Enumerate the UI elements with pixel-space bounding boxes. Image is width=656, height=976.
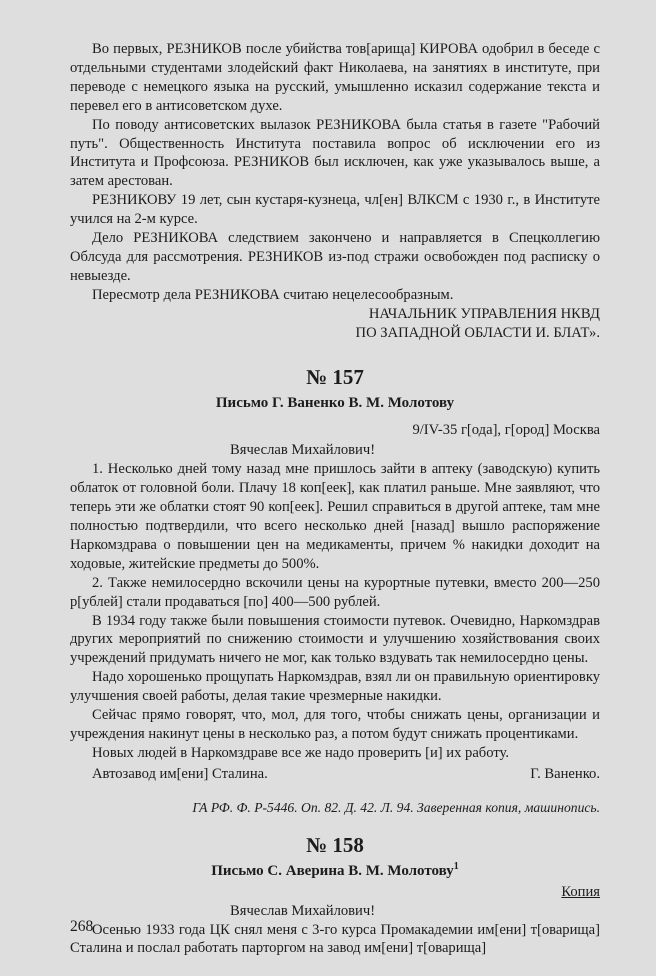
- paragraph: В 1934 году также были повышения стоимости путевок. Очевидно, Наркомздрав других мероприятий по снижению стоимости и улучшению хозяйствования своих учреждений придумать ничего не мог, как только вздувать так немилосердно цены.: [70, 612, 600, 667]
- paragraph: РЕЗНИКОВУ 19 лет, сын кустаря-кузнеца, чл[ен] ВЛКСМ с 1930 г., в Институте учился на 2-м курсе.: [70, 192, 600, 228]
- archival-source: ГА РФ. Ф. Р-5446. Оп. 82. Д. 42. Л. 94. Заверенная копия, машинопись.: [192, 799, 600, 815]
- salutation: Вячеслав Михайлович!: [230, 442, 376, 459]
- document-number: № 157: [306, 364, 364, 389]
- text-column: [70, 40, 600, 958]
- document-title-text: Письмо С. Аверина В. М. Молотову: [211, 862, 454, 879]
- paragraph: Новых людей в Наркомздраве все же надо проверить [и] их работу.: [92, 744, 510, 761]
- copy-label: Копия: [561, 883, 600, 900]
- signature-line: ПО ЗАПАДНОЙ ОБЛАСТИ И. БЛАТ».: [355, 324, 600, 341]
- page-number: 268: [70, 918, 94, 935]
- paragraph: Пересмотр дела РЕЗНИКОВА считаю нецелесообразным.: [92, 286, 454, 303]
- document-title: Письмо Г. Ваненко В. М. Молотову: [215, 394, 455, 411]
- paragraph: Дело РЕЗНИКОВА следствием закончено и направляется в Спецколлегию Облсуда для рассмотрения. РЕЗНИКОВ из-под стражи освобожден под расписку о невыезде.: [70, 230, 600, 284]
- salutation: Вячеслав Михайлович!: [230, 902, 376, 919]
- signature-line: НАЧАЛЬНИК УПРАВЛЕНИЯ НКВД: [368, 305, 600, 322]
- sender-name: Г. Ваненко.: [530, 765, 600, 782]
- paragraph: Сейчас прямо говорят, что, мол, для того, чтобы снижать цены, организации и учреждения накинут цены в несколько раз, а потом будут снижать процентиками.: [70, 707, 600, 742]
- sender-location: Автозавод им[ени] Сталина.: [92, 765, 268, 782]
- paragraph: По поводу антисоветских вылазок РЕЗНИКОВА была статья в газете "Рабочий путь". Общественность Института поставила вопрос об исключении его из Института и Профсоюза. РЕЗНИКОВ был исключен, как уже указывалось выше, а затем арестован.: [70, 116, 600, 190]
- document-number: № 158: [306, 832, 364, 857]
- paragraph: Надо хорошенько прощупать Наркомздрав, взял ли он правильную ориентировку улучшения своей работы, делая такие чрезмерные накидки.: [70, 669, 600, 705]
- paragraph: Во первых, РЕЗНИКОВ после убийства тов[арища] КИРОВА одобрил в беседе с отдельными студентами злодейский факт Николаева, на занятиях в институте, при переводе с немецкого языка на русский, умышленно исказил содержание текста и перевел его в антисоветском духе.: [70, 41, 600, 114]
- paragraph: Осенью 1933 года ЦК снял меня с 3-го курса Промакадемии им[ени] т[оварища] Сталина и послал работать парторгом на завод им[ени] т[оварища]: [70, 921, 600, 957]
- footnote-marker: 1: [453, 860, 459, 872]
- sender-line: [70, 765, 600, 784]
- document-date: 9/IV-35 г[ода], г[ород] Москва: [412, 421, 600, 438]
- signature-block: [70, 305, 600, 343]
- paragraph: 2. Также немилосердно вскочили цены на курортные путевки, вместо 200—250 р[ублей] стали продаваться [по] 400—500 рублей.: [70, 574, 600, 610]
- paragraph: 1. Несколько дней тому назад мне пришлось зайти в аптеку (заводскую) купить облаток от головной боли. Плачу 18 коп[еек], как платил раньше. Мне заявляют, что теперь эти же облатки стоят 90 коп[еек]. Решил справиться в другой аптеке, там мне полностью подтвердили, что всего несколько дней [назад] вышло распоряжение Наркомздрава о повышении цен на медикаменты, причем % накидки доходит на ходовые, житейские предметы до 500%.: [70, 461, 600, 572]
- document-title: [70, 859, 600, 883]
